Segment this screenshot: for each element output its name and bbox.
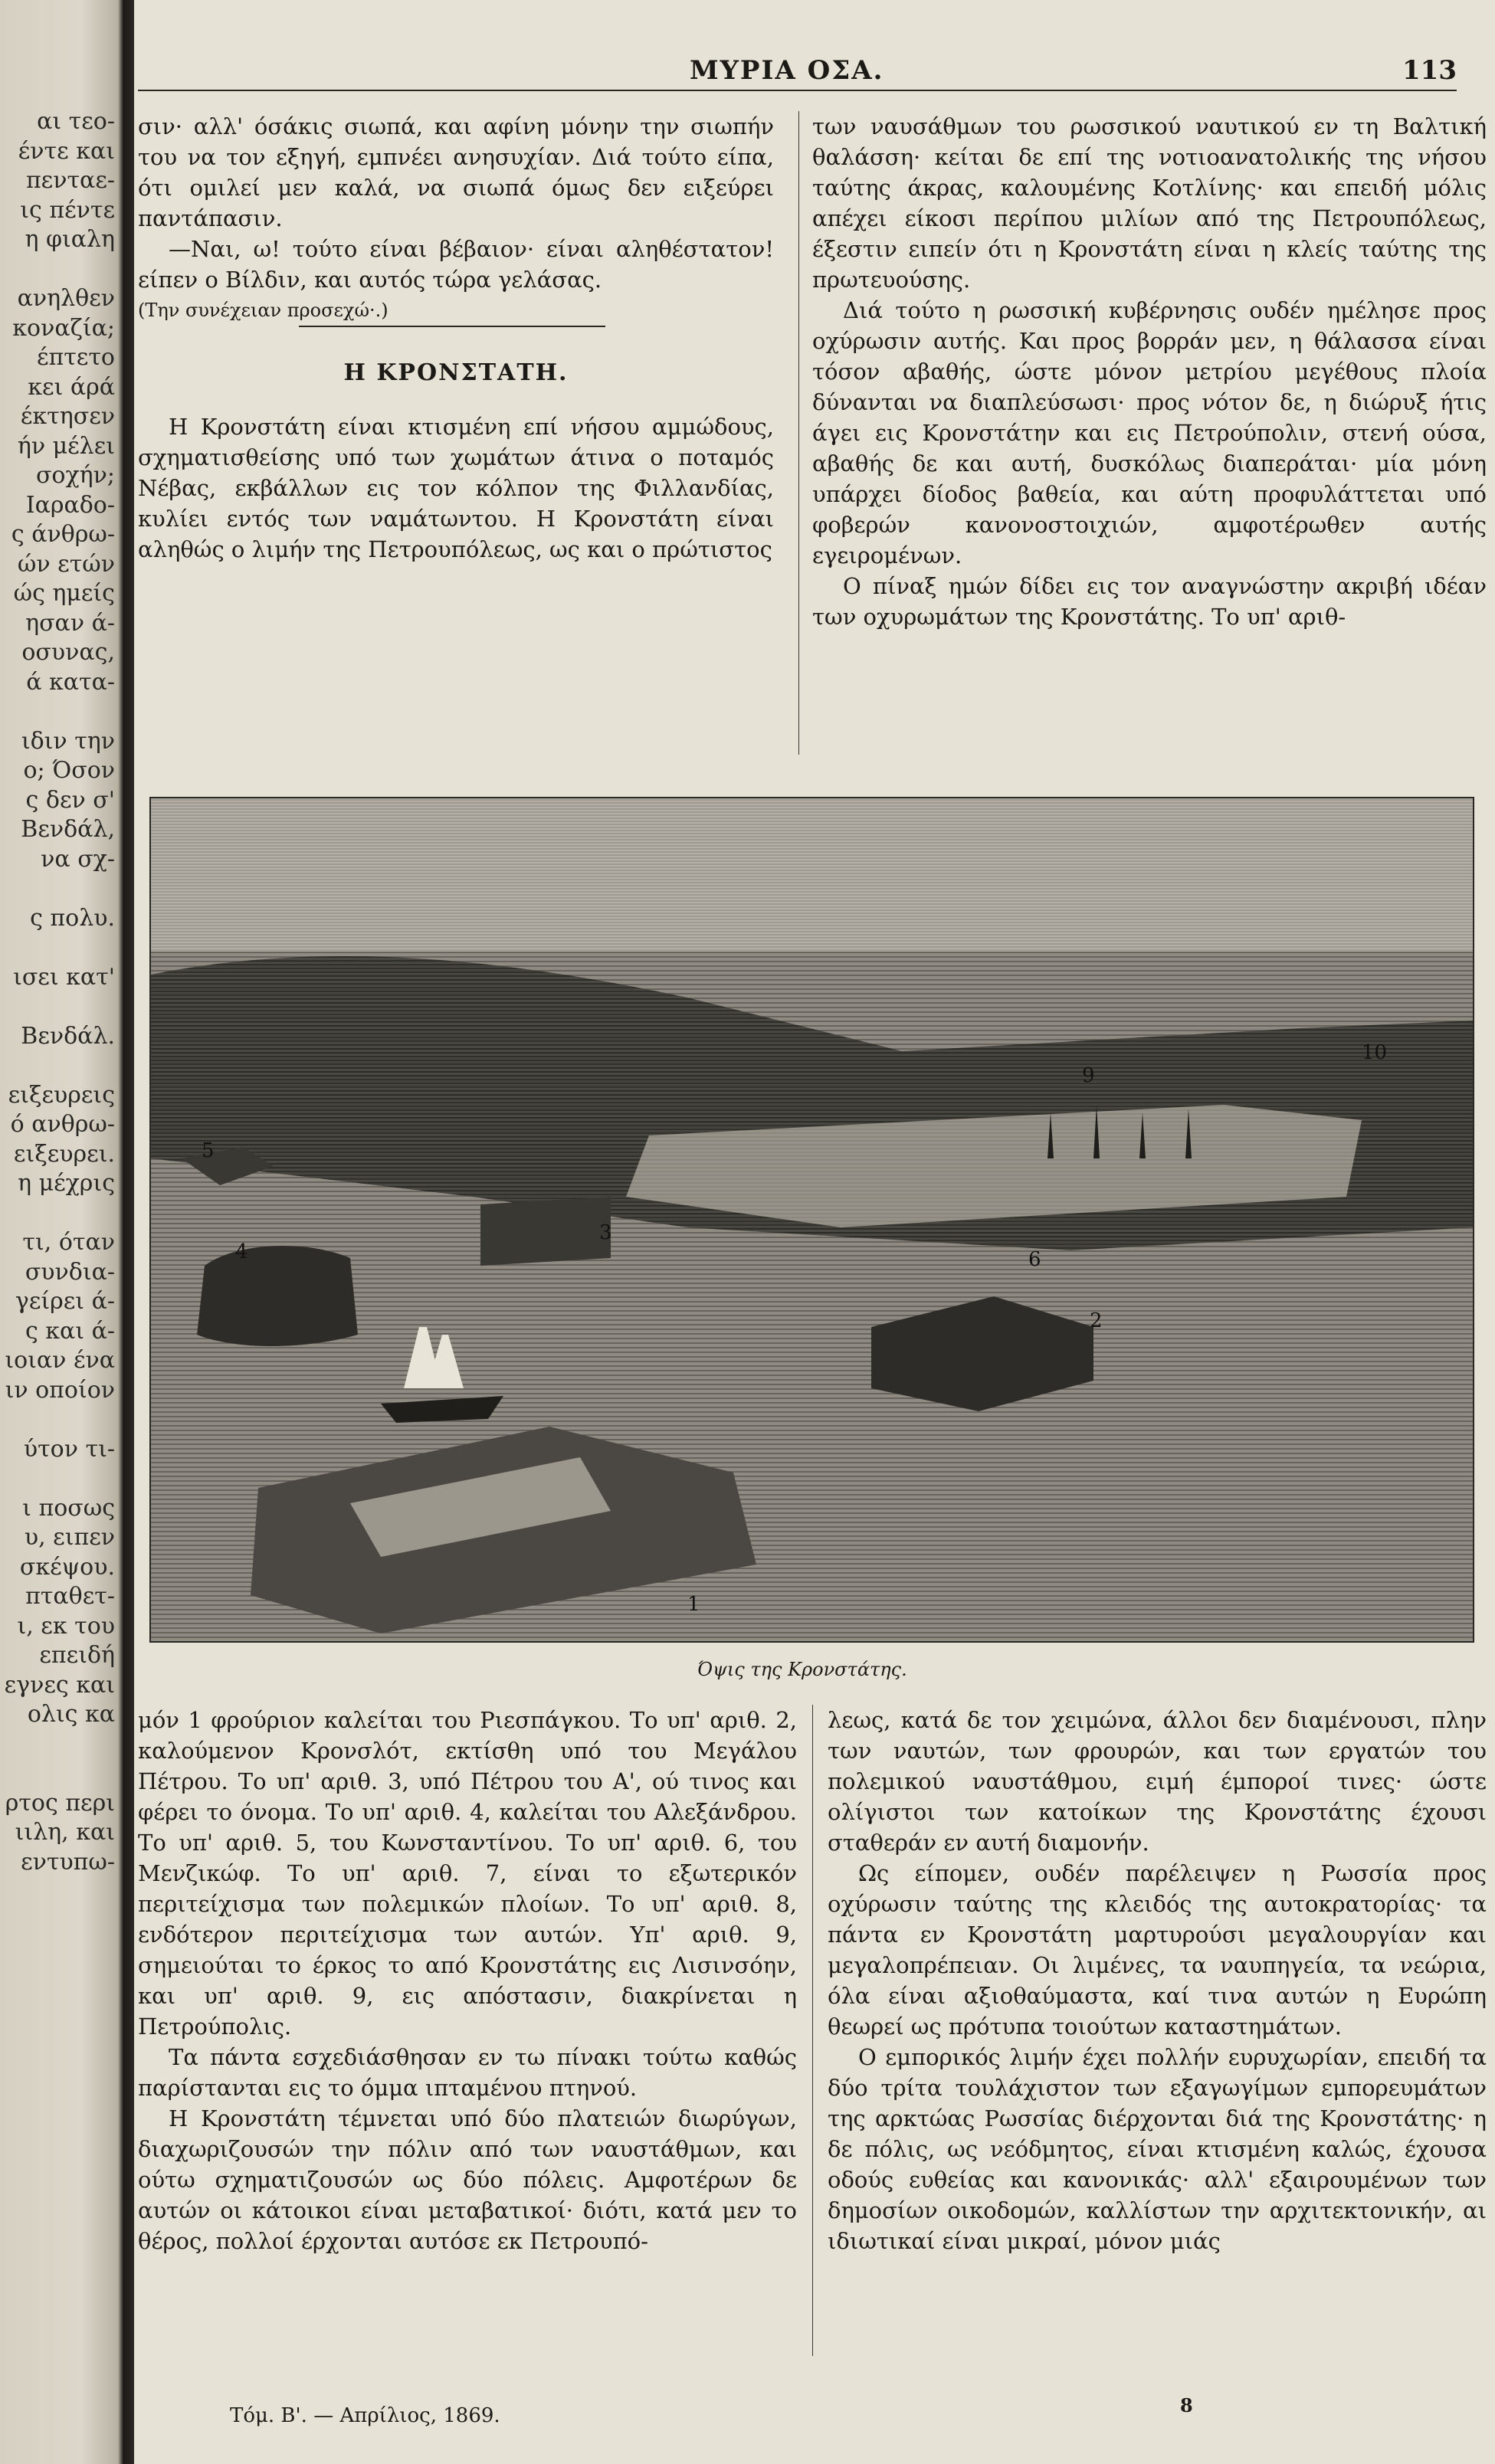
previous-page-line: ις πέντε (20, 196, 115, 224)
previous-page-line: ς πολυ. (30, 904, 115, 932)
paragraph: λεως, κατά δε τον χειμώνα, άλλοι δεν διαμένουσι, πλην των ναυτών, των φρουρών, και των εργατών του πολεμικού ναυστάθμου, ειμή έμποροί τινες· ώστε ολίγιστοι των κατοίκων της Κρονστάτης έχουσι σταθεράν εν αυτή διαμονήν. (828, 1707, 1487, 1856)
previous-page-line: ς δεν σ' (25, 786, 115, 814)
previous-page-line (0, 1464, 115, 1494)
label-1: 1 (687, 1593, 700, 1616)
previous-page-line: ό ανθρω- (10, 1111, 115, 1138)
bottom-right-column (828, 1705, 1487, 2256)
previous-page-line: επειδή (39, 1642, 115, 1669)
previous-page-line: ιδιν την (21, 727, 115, 755)
previous-page-line: κει άρά (28, 373, 115, 401)
sky (151, 798, 1473, 959)
previous-page-line (0, 1759, 115, 1789)
article-intro: Η Κρονστάτη είναι κτισμένη επί νήσου αμμώδους, σχηματισθείσης υπό των χωμάτων άτινα ο ποταμός Νέβας, εκβάλλων εις τον κόλπον της Φιλλανδίας, κυλίει εντός των ναμάτωντου. Η Κρονστάτη είναι αληθώς ο λιμήν της Πετρουπόλεως, ως και ο πρώτιστος (138, 414, 774, 562)
previous-page-line: ι, εκ του (17, 1612, 115, 1640)
top-left-column (138, 111, 774, 565)
paragraph: μόν 1 φρούριον καλείται του Ριεσπάγκου. Το υπ' αριθ. 2, καλούμενον Κρονσλότ, εκτίσθη υπό του Μεγάλου Πέτρου. Το υπ' αριθ. 3, υπό Πέτρου του Α', ού τινος και φέρει το όνομα. Το υπ' αριθ. 4, καλείται του Αλεξάνδρου. Το υπ' αριθ. 5, του Κωνσταντίνου. Το υπ' αριθ. 6, του Μενζικώφ. Το υπ' αριθ. 7, είναι το εξωτερικόν περιτείχισμα των πολεμικών πλοίων. Το υπ' αριθ. 8, ενδότερον περιτείχισμα των αυτών. Υπ' αριθ. 9, σημειούται το έρκος το από Κρονστάτης εις Λισινσόην, και υπ' αριθ. 9, εις απόστασιν, διακρίνεται η Πετρούπολις. (138, 1707, 797, 2040)
article-title: Η ΚΡΟΝΣΤΑΤΗ. (343, 359, 569, 386)
paragraph: Ο πίναξ ημών δίδει εις τον αναγνώστην ακριβή ιδέαν των οχυρωμάτων της Κρονστάτης. Το υπ' αριθ- (812, 573, 1487, 630)
label-10: 10 (1362, 1041, 1388, 1064)
previous-page-line: πενταε- (25, 167, 115, 194)
previous-page-line: έπτετο (36, 344, 115, 371)
paragraph: Η Κρονστάτη τέμνεται υπό δύο πλατειών διωρύγων, διαχωριζουσών την πόλιν από των ναυστάθμων, και ούτω σχηματιζουσών ως δύο πόλεις. Αμφοτέρων δε αυτών οι κάτοικοι είναι μεταβατικοί· διότι, κατά μεν το θέρος, πολλοί έρχονται αυτόσε εκ Πετρουπό- (138, 2105, 797, 2254)
previous-page-line: ι ποσως (22, 1494, 115, 1522)
previous-page-fragment (0, 107, 115, 2464)
previous-page-line: Βενδάλ. (21, 1022, 115, 1050)
previous-page-line: ειξευρεις (8, 1081, 115, 1109)
previous-page-line: συνδια- (25, 1258, 115, 1286)
previous-page-line (0, 933, 115, 963)
previous-page-line (0, 255, 115, 285)
previous-page-line: η φιαλη (25, 226, 115, 253)
previous-page-line: έκτησεν (20, 403, 115, 430)
previous-page-line: οσυνας, (21, 639, 115, 666)
label-2: 2 (1090, 1309, 1103, 1332)
previous-page-line: ύτον τι- (23, 1435, 115, 1463)
paragraph: Ως είπομεν, ουδέν παρέλειψεν η Ρωσσία προς οχύρωσιν ταύτης της κλειδός της αυτοκρατορίας· τα πάντα εν Κρονστάτη μαρτυρούσι μεγαλουργίαν και μεγαλοπρέπειαν. Οι λιμένες, τα ναυπηγεία, τα νεώρια, όλα είναι αξιοθαύμαστα, καί τινα αυτών η Ευρώπη θεωρεί ως πρότυπα τοιούτων καταστημάτων. (828, 1860, 1487, 2040)
previous-page-line: υ, ειπεν (24, 1524, 115, 1551)
previous-page-line (0, 1199, 115, 1229)
previous-page-line: ιν οποίον (5, 1376, 115, 1404)
running-title: ΜΥΡΙΑ ΟΣΑ. (690, 55, 884, 86)
previous-page-line: έντε και (18, 137, 115, 165)
previous-page-line (0, 992, 115, 1022)
signature-mark: 8 (1180, 2394, 1193, 2416)
binding-gutter (0, 0, 134, 2464)
previous-page-line: τι, όταν (22, 1229, 115, 1256)
previous-page-line: ολις κα (27, 1701, 115, 1728)
fort-3 (480, 1197, 611, 1266)
page (138, 0, 1495, 2464)
previous-page-line: ώς ημείς (13, 580, 115, 607)
previous-page-line: ά κατα- (26, 668, 115, 696)
previous-page-line: ήν μέλει (17, 432, 115, 460)
running-head (138, 55, 1457, 91)
previous-page-line: ών ετών (17, 550, 115, 578)
paragraph: Διά τούτο η ρωσσική κυβέρνησις ουδέν ημέλησε προς οχύρωσιν αυτής. Και προς βορράν μεν, η θάλασσα είναι τόσον αβαθής, ώστε μόνον μετρίου μεγέθους πλοία δύνανται να διαπλεύσωσι· προς νότον δε, η διώρυξ ήτις άγει εις Κρονστάτην και εις Πετρούπολιν, στενή ούσα, αβαθής δε και αυτή, δυσκόλως διαπεράται· μία μόνη υπάρχει δίοδος βαθεία, και αύτη προφυλάττεται υπό φοβερών κανονοστοιχιών, αμφοτέρωθεν αυτής εγειρομένων. (812, 297, 1487, 568)
page-number: 113 (1402, 55, 1457, 86)
label-5: 5 (202, 1139, 215, 1162)
previous-page-line: ιιλη, και (15, 1819, 115, 1846)
figure-caption: Όψις της Κρονστάτης. (697, 1659, 907, 1680)
paragraph: Ο εμπορικός λιμήν έχει πολλήν ευρυχωρίαν, επειδή τα δύο τρίτα τουλάχιστον των εξαγωγίμων εμπορευμάτων της αρκτώας Ρωσσίας διέρχονται διά της Κρονστάτης· η δε πόλις, ως νεόδμητος, είναι κτισμένη καλώς, έχουσα οδούς ευθείας και κανονικάς· αλλ' εξαιρουμένων των δημοσίων οικοδομών, καλλίστων την αρχιτεκτονικήν, αι ιδιωτικαί είναι μικραί, μόνον μιάς (828, 2044, 1487, 2254)
paragraph: σιν· αλλ' όσάκις σιωπά, και αφίνη μόνην την σιωπήν του να τον εξηγή, εμπνέει ανησυχίαν. Διά τούτο είπα, ότι ομιλεί μεν καλά, να σιωπά όμως δεν ειξεύρει παντάπασιν. (138, 113, 774, 231)
previous-page-line (0, 697, 115, 727)
previous-page-line: ησαν ά- (25, 609, 115, 637)
previous-page-line (0, 1405, 115, 1435)
paragraph: των ναυσάθμων του ρωσσικού ναυτικού εν τη Βαλτική θαλάσση· κείται δε επί της νοτιοανατολικής της νήσου ταύτης άκρας, καλουμένης Κοτλίνης· και επειδή μόλις απέχει είκοσι περίπου μιλίων από της Πετρουπόλεως, έξεστιν ειπείν ότι η Κρονστάτη είναι η κλείς ταύτης της πρωτευούσης. (812, 113, 1487, 293)
label-6: 6 (1028, 1248, 1041, 1271)
previous-page-line: ο; Όσον (23, 757, 115, 784)
label-9: 9 (1082, 1064, 1095, 1087)
previous-page-line: να σχ- (41, 845, 115, 873)
previous-page-line (0, 1051, 115, 1081)
previous-page-line: εντυπω- (21, 1848, 115, 1876)
column-rule (798, 111, 799, 755)
previous-page-line: αι τεο- (37, 108, 115, 135)
volume-date: Τόμ. Β'. — Απρίλιος, 1869. (230, 2404, 500, 2427)
fort-4 (197, 1246, 358, 1346)
previous-page-line: εγνες και (4, 1671, 115, 1699)
label-4: 4 (235, 1240, 248, 1263)
bottom-left-column (138, 1705, 797, 2256)
previous-page-line: σοχήν; (35, 462, 115, 489)
engraving-svg (151, 798, 1473, 1641)
previous-page-line: ανηλθεν (17, 285, 115, 312)
previous-page-line: σκέψου. (19, 1553, 115, 1581)
top-right-column (812, 111, 1487, 632)
previous-page-line (0, 874, 115, 904)
previous-page-line: ιοιαν ένα (5, 1347, 115, 1374)
label-3: 3 (599, 1221, 612, 1244)
previous-page-line: ειξευρει. (13, 1140, 115, 1168)
paragraph: —Ναι, ω! τούτο είναι βέβαιον· είναι αληθέστατον! είπεν ο Βίλδιν, και αυτός τώρα γελάσας. (138, 236, 774, 293)
continuation-note: (Την συνέχειαν προσεχώ·.) (138, 300, 389, 321)
previous-page-line: πταθετ- (25, 1583, 115, 1610)
previous-page-line: Ιαραδο- (25, 491, 115, 519)
previous-page-line: ισει κατ' (13, 963, 115, 991)
previous-page-line (0, 1730, 115, 1760)
previous-page-line: κοναζία; (12, 314, 115, 342)
kronstadt-engraving (149, 797, 1474, 1643)
previous-page-line: ρτος περι (5, 1789, 115, 1817)
column-rule (812, 1705, 813, 2356)
previous-page-line: γείρει ά- (15, 1288, 115, 1315)
paragraph: Τα πάντα εσχεδιάσθησαν εν τω πίνακι τούτω καθώς παρίστανται εις το όμμα ιπταμένου πτηνού. (138, 2044, 797, 2101)
previous-page-line: ς και ά- (25, 1317, 115, 1345)
previous-page-line: η μέχρις (18, 1170, 115, 1197)
previous-page-line: ς άνθρω- (11, 521, 115, 548)
divider (299, 326, 605, 327)
previous-page-line: Βενδάλ, (21, 816, 115, 843)
